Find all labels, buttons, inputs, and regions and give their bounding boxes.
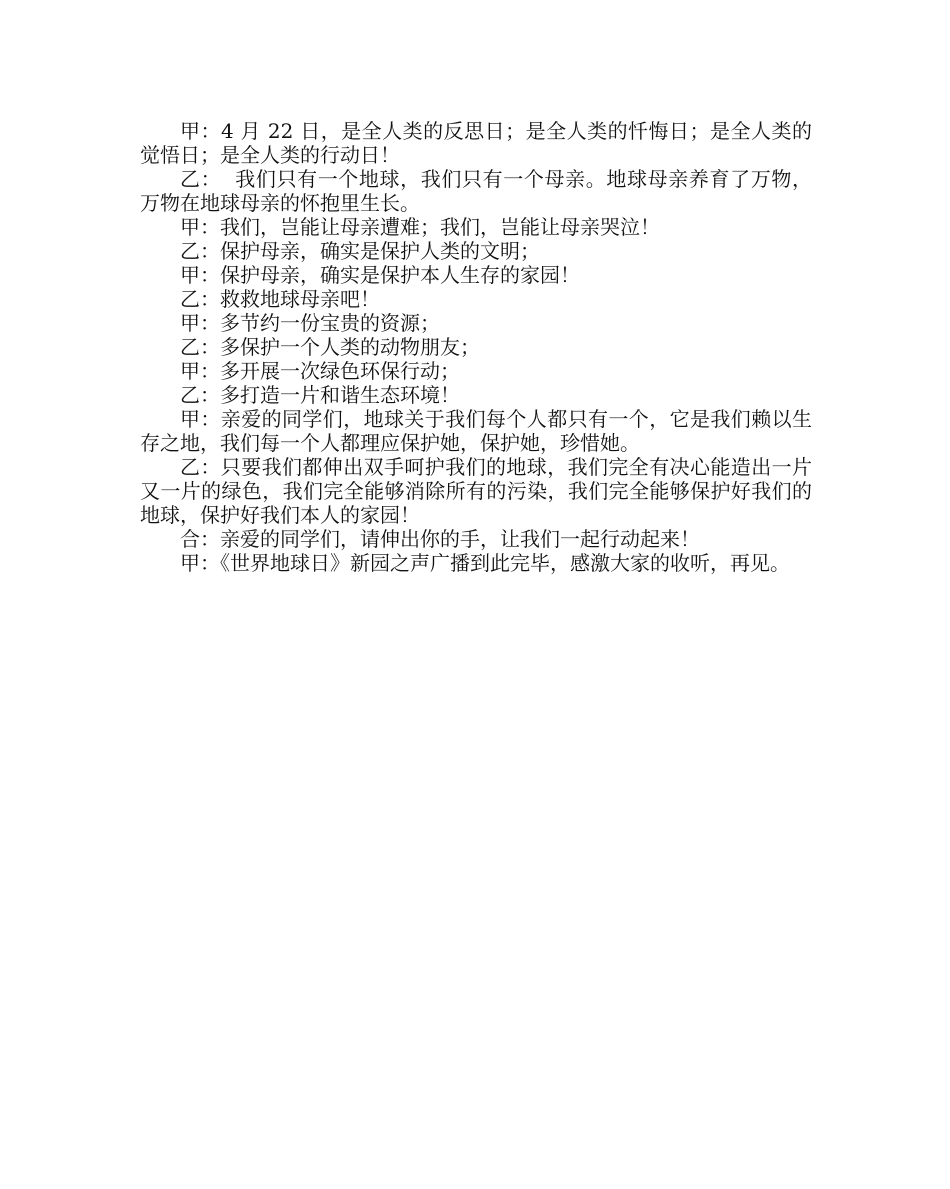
paragraph: 甲：多节约一份宝贵的资源； (180, 311, 440, 335)
paragraph: 甲：《世界地球日》新园之声广播到此完毕，感激大家的收听，再见。 (180, 551, 790, 575)
paragraph: 甲：4 月 22 日，是全人类的反思日；是全人类的忏悔日；是全人类的觉悟日；是全人类的行动日！ (140, 119, 812, 167)
paragraph: 甲：亲爱的同学们，地球关于我们每个人都只有一个，它是我们赖以生存之地，我们每一个人都理应保护她，保护她，珍惜她。 (140, 407, 812, 455)
paragraph: 甲：多开展一次绿色环保行动； (180, 359, 460, 383)
paragraph: 乙：只要我们都伸出双手呵护我们的地球，我们完全有决心能造出一片又一片的绿色，我们完全能够消除所有的污染，我们完全能够保护好我们的地球，保护好我们本人的家园！ (140, 455, 812, 527)
paragraph: 乙： 我们只有一个地球，我们只有一个母亲。地球母亲养育了万物， 万物在地球母亲的怀抱里生长。 (140, 167, 825, 215)
paragraph: 合：亲爱的同学们，请伸出你的手，让我们一起行动起来！ (180, 527, 700, 551)
paragraph: 乙：多打造一片和谐生态环境！ (180, 383, 460, 407)
paragraph: 甲：我们，岂能让母亲遭难；我们，岂能让母亲哭泣！ (180, 215, 660, 239)
paragraph: 乙：救救地球母亲吧！ (180, 287, 380, 311)
document-body (140, 119, 825, 575)
paragraph: 乙：保护母亲，确实是保护人类的文明； (180, 239, 540, 263)
paragraph: 乙：多保护一个人类的动物朋友； (180, 335, 480, 359)
paragraph: 甲：保护母亲，确实是保护本人生存的家园！ (180, 263, 580, 287)
